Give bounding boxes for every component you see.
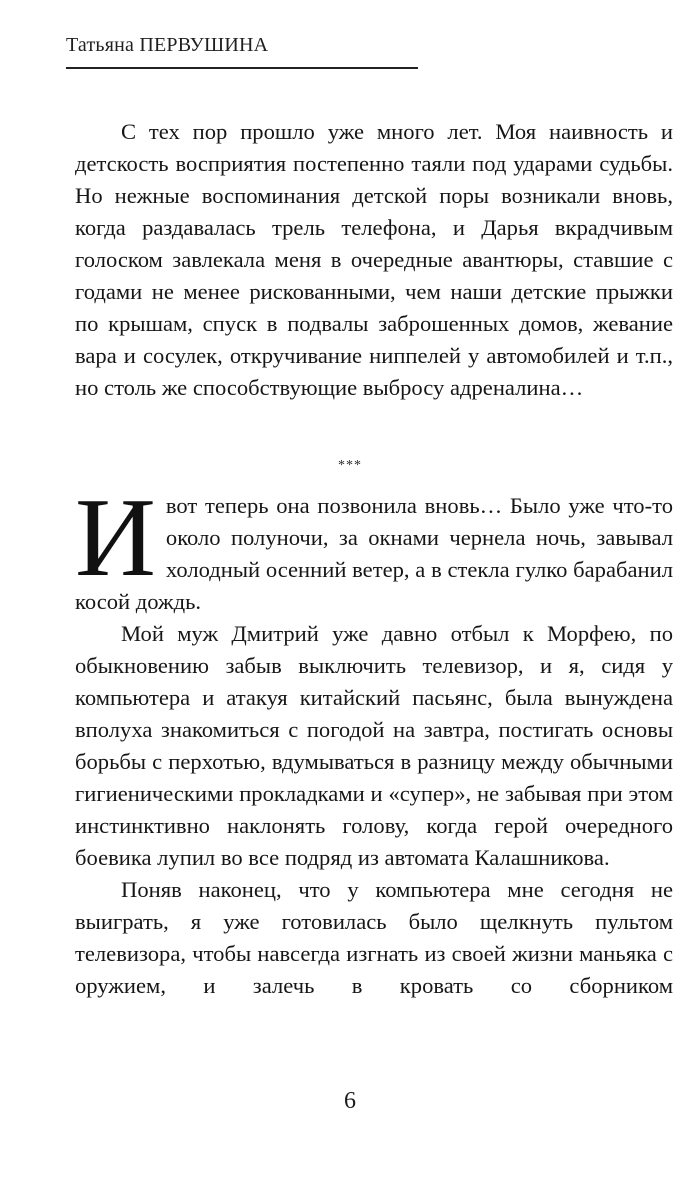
- text-block-after-break: [75, 476, 673, 1002]
- section-separator: ***: [338, 458, 362, 473]
- drop-cap: И: [75, 476, 156, 600]
- paragraph: Мой муж Дмитрий уже давно отбыл к Морфею, по обыкновению забыв выключить телевизор, и я, сидя у компьютера и атакуя китайский пасьянс, была вынуждена вполуха знакомиться с погодой на завтра, постигать основы борьбы с перхотью, вдумываться в разницу между обычными гигиеническими прокладками и «супер», не забывая при этом инстинктивно наклонять голову, когда герой очередного боевика лупил во все подряд из автомата Калашникова.: [75, 621, 673, 870]
- dropcap-paragraph-text: вот теперь она позвонила вновь… Было уже что-то около полуночи, за окнами чернела ночь, завывал холодный осенний ветер, а в стекла гулко барабанил косой дождь.: [75, 493, 673, 614]
- paragraph: Поняв наконец, что у компьютера мне сегодня не выиграть, я уже готовилась было щелкнуть пультом телевизора, чтобы навсегда изгнать из своей жизни маньяка с оружием, и залечь в кровать со сборником: [75, 877, 673, 998]
- text-block-before-break: [75, 116, 673, 404]
- header-rule: [66, 67, 418, 69]
- paragraph-with-dropcap: [75, 476, 673, 618]
- running-head: Татьяна ПЕРВУШИНА: [66, 34, 269, 56]
- paragraph: С тех пор прошло уже много лет. Моя наивность и детскость восприятия постепенно таяли под ударами судьбы. Но нежные воспоминания детской поры возникали вновь, когда раздавалась трель телефона, и Дарья вкрадчивым голоском завлекала меня в очередные авантюры, ставшие с годами не менее рискованными, чем наши детские прыжки по крышам, спуск в подвалы заброшенных домов, жевание вара и сосулек, откручивание ниппелей у автомобилей и т.п., но столь же способствующие выбросу адреналина…: [75, 119, 673, 400]
- page-number: 6: [344, 1088, 356, 1114]
